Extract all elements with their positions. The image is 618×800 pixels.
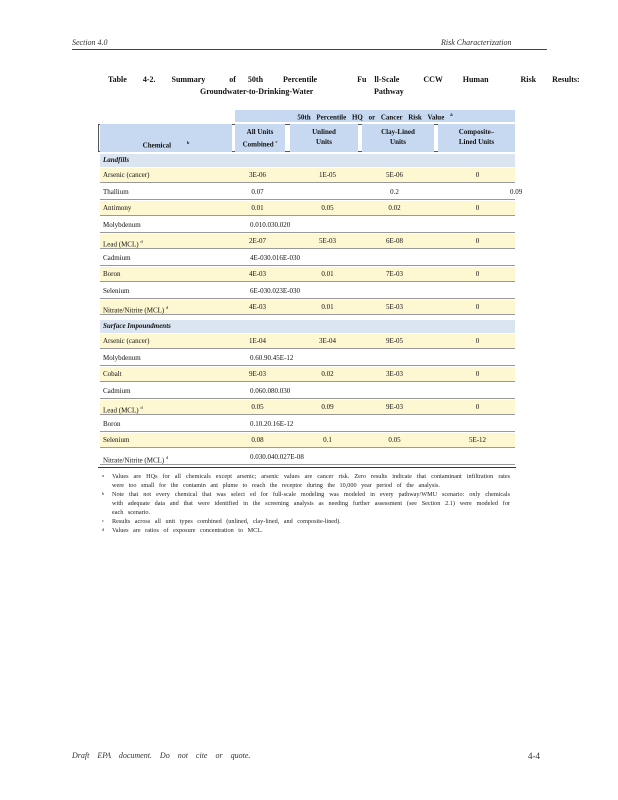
chemical-label: Nitrate/Nitrite (MCL): [103, 306, 165, 315]
col-chemical-mark: b: [186, 140, 190, 145]
footnote: [100, 472, 510, 490]
merged-values: 4E-030.016E-030: [250, 253, 300, 262]
col-unlined-l2: Units: [316, 138, 332, 146]
mcl-footnote-mark: d: [165, 454, 169, 460]
table-row: [100, 450, 515, 465]
table-row: [100, 234, 515, 249]
clay-lined-value: 0.2: [390, 187, 399, 196]
composite-lined-value: 0: [475, 403, 480, 411]
merged-values: 0.10.20.16E-12: [250, 419, 294, 428]
caption-line-2a: Groundwater-to-Drinking-Water: [200, 87, 314, 96]
col-composite-l1: Composite–: [458, 128, 495, 136]
chemical-label: Boron: [103, 270, 121, 278]
table-row: [100, 351, 515, 366]
section-surface-impoundments: Surface Impoundments: [100, 320, 515, 333]
all-units-value: 0.08: [251, 436, 264, 444]
chemical-name: [103, 300, 168, 318]
footnote-text: Note that not every chemical that was select ed for full-scale modeling was modeled in every pathway/WMU scenario: only chemicals with adequate data and that were identified in the screening analysis as needing further assessment (see Section 2.1) were modeled for each scenario.: [112, 491, 510, 516]
row-rule: [100, 298, 515, 299]
col-composite-lined: [438, 124, 515, 152]
clay-lined-value: 6E-08: [385, 237, 404, 245]
composite-lined-value: 0: [475, 270, 480, 278]
table-row: [100, 267, 515, 282]
merged-values: 0.010.030.020: [250, 220, 291, 229]
unlined-value: 0.02: [321, 370, 334, 378]
row-rule: [100, 414, 515, 415]
footnotes: [100, 472, 510, 535]
chemical-label: Arsenic (cancer): [103, 171, 150, 179]
row-rule: [100, 381, 515, 382]
col-all-units: [235, 124, 285, 152]
chemical-label: Thallium: [103, 187, 129, 196]
caption-line-2b: Pathway: [374, 87, 404, 96]
table-row: [100, 168, 515, 183]
chemical-label: Cadmium: [103, 253, 131, 262]
chemical-name: [103, 334, 149, 349]
page-number: 4-4: [528, 751, 540, 761]
band-label: 50th Percentile HQ or Cancer Risk Value: [297, 113, 445, 122]
unlined-value: 0.05: [321, 204, 334, 212]
all-units-value: 4E-03: [248, 270, 267, 278]
chemical-name: [103, 367, 122, 382]
chemical-label: Nitrate/Nitrite (MCL): [103, 455, 165, 464]
footnote-mark: c: [102, 518, 104, 523]
all-units-value: 2E-07: [248, 237, 267, 245]
clay-lined-value: 9E-05: [385, 337, 404, 345]
col-all-units-mark: c: [275, 139, 278, 144]
all-units-value: 1E-04: [248, 337, 267, 345]
chemical-label: Boron: [103, 419, 121, 428]
all-units-value: 0.05: [251, 403, 264, 411]
header-rule: [72, 49, 547, 50]
composite-lined-value: 0: [475, 370, 480, 378]
footnote-text: Values are ratios of exposure concentration to MCL.: [112, 527, 263, 534]
row-rule: [100, 281, 515, 282]
merged-values: 6E-030.023E-030: [250, 286, 300, 295]
all-units-value: 0.07: [251, 187, 264, 196]
row-rule: [100, 398, 515, 399]
table-bottom-rule: [98, 467, 516, 468]
footnote-mark: a: [102, 473, 104, 478]
all-units-value: 9E-03: [248, 370, 267, 378]
chemical-name: [103, 201, 131, 216]
chemical-label: Cadmium: [103, 386, 131, 395]
chemical-name: [103, 284, 129, 299]
section-landfills: Landfills: [100, 154, 515, 167]
clay-lined-value: 3E-03: [385, 370, 404, 378]
clay-lined-value: 7E-03: [385, 270, 404, 278]
row-rule: [100, 199, 515, 200]
table-row: [100, 400, 515, 415]
chemical-name: [103, 218, 141, 233]
footnote-text: Values are HQs for all chemicals except arsenic; arsenic values are cancer risk. Zero results indicate that contaminant infiltration rates were too small for the contamin ant plume to reach the receptor during the 10,000 year period of the analysis.: [112, 473, 510, 489]
overflow-value: 0.09: [510, 187, 523, 196]
chemical-name: [103, 168, 149, 183]
chemical-name: [103, 433, 129, 448]
row-rule: [100, 447, 515, 448]
composite-lined-value: 0: [475, 337, 480, 345]
percentile-band: [235, 110, 515, 122]
chemical-label: Arsenic (cancer): [103, 337, 150, 345]
table-row: [100, 284, 515, 299]
merged-values: 0.060.080.030: [250, 386, 291, 395]
chemical-label: Molybdenum: [103, 220, 141, 229]
col-chemical-label: Chemical: [142, 141, 172, 150]
footnote: [100, 517, 510, 526]
table-row: [100, 367, 515, 382]
row-rule: [100, 215, 515, 216]
footnote: [100, 526, 510, 535]
col-chemical: [100, 124, 232, 152]
chapter-header: Risk Characterization: [441, 38, 512, 47]
chemical-label: Molybdenum: [103, 353, 141, 362]
table-caption: [108, 75, 580, 96]
chemical-label: Cobalt: [103, 370, 122, 378]
chemical-name: [103, 267, 121, 282]
composite-lined-value: 0: [475, 237, 480, 245]
chemical-label: Antimony: [103, 204, 132, 212]
row-rule: [100, 464, 515, 465]
mcl-footnote-mark: d: [140, 405, 143, 410]
col-unlined: [290, 124, 358, 152]
band-footnote-mark: a: [450, 113, 453, 118]
col-clay-l2: Units: [390, 138, 406, 146]
clay-lined-value: 5E-06: [385, 171, 404, 179]
col-clay-lined: [362, 124, 434, 152]
chemical-label: Selenium: [103, 286, 130, 295]
all-units-value: 3E-06: [248, 171, 267, 179]
unlined-value: 0.01: [321, 270, 334, 278]
clay-lined-value: 0.02: [388, 204, 401, 212]
clay-lined-value: 9E-03: [385, 403, 404, 411]
table-row: [100, 300, 515, 315]
unlined-value: 5E-03: [318, 237, 337, 245]
unlined-value: 0.01: [321, 303, 334, 311]
row-rule: [100, 232, 515, 233]
row-rule: [100, 314, 515, 315]
footnote-text: Results across all unit types combined (unlined, clay-lined, and composite-lined).: [112, 518, 341, 525]
merged-values: 0.030.040.027E-08: [250, 452, 304, 461]
chemical-name: [103, 450, 168, 468]
composite-lined-value: 5E-12: [468, 436, 487, 444]
merged-values: 0.60.90.45E-12: [250, 353, 294, 362]
unlined-value: 3E-04: [318, 337, 337, 345]
draft-notice: Draft EPA document. Do not cite or quote.: [72, 751, 251, 760]
unlined-value: 1E-05: [318, 171, 337, 179]
footnote-mark: d: [102, 527, 105, 532]
composite-lined-value: 0: [475, 171, 480, 179]
chemical-name: [103, 251, 131, 266]
row-rule: [100, 265, 515, 266]
mcl-footnote-mark: d: [140, 239, 143, 244]
chemical-name: [103, 185, 129, 200]
row-rule: [100, 365, 515, 366]
mcl-footnote-mark: d: [165, 305, 169, 310]
chemical-name: [103, 417, 121, 432]
caption-line-1: Table 4-2. Summary of 50th Percentile Fu ll-Scale CCW Human Risk Results:: [108, 75, 580, 84]
table-row: [100, 201, 515, 216]
col-all-units-l2-text: Combined: [242, 140, 274, 149]
table-row: [100, 185, 523, 200]
all-units-value: 4E-03: [248, 303, 267, 311]
col-all-units-l2: [235, 137, 285, 149]
composite-lined-value: 0: [475, 303, 480, 311]
chemical-label: Lead (MCL): [103, 406, 139, 415]
col-all-units-l1: All Units: [246, 128, 274, 136]
unlined-value: 0.1: [323, 436, 332, 444]
clay-lined-value: 0.05: [388, 436, 401, 444]
chemical-name: [103, 384, 131, 399]
col-unlined-l1: Unlined: [312, 128, 336, 136]
row-rule: [100, 431, 515, 432]
table-row: [100, 251, 515, 266]
footnote-mark: b: [102, 491, 105, 496]
col-clay-l1: Clay-Lined: [381, 128, 415, 136]
unlined-value: 0.09: [321, 403, 334, 411]
row-rule: [100, 248, 515, 249]
all-units-value: 0.01: [251, 204, 264, 212]
chemical-name: [103, 351, 141, 366]
table-row: [100, 417, 515, 432]
clay-lined-value: 5E-03: [385, 303, 404, 311]
chemical-label: Lead (MCL): [103, 240, 139, 249]
table-row: [100, 218, 515, 233]
row-rule: [100, 182, 515, 183]
chemical-label: Selenium: [103, 436, 130, 444]
table-row: [100, 334, 515, 349]
col-composite-l2: Lined Units: [458, 138, 495, 146]
section-header: Section 4.0: [72, 38, 108, 47]
row-rule: [100, 348, 515, 349]
table-row: [100, 433, 515, 448]
footnote: [100, 490, 510, 517]
table-row: [100, 384, 515, 399]
composite-lined-value: 0: [475, 204, 480, 212]
